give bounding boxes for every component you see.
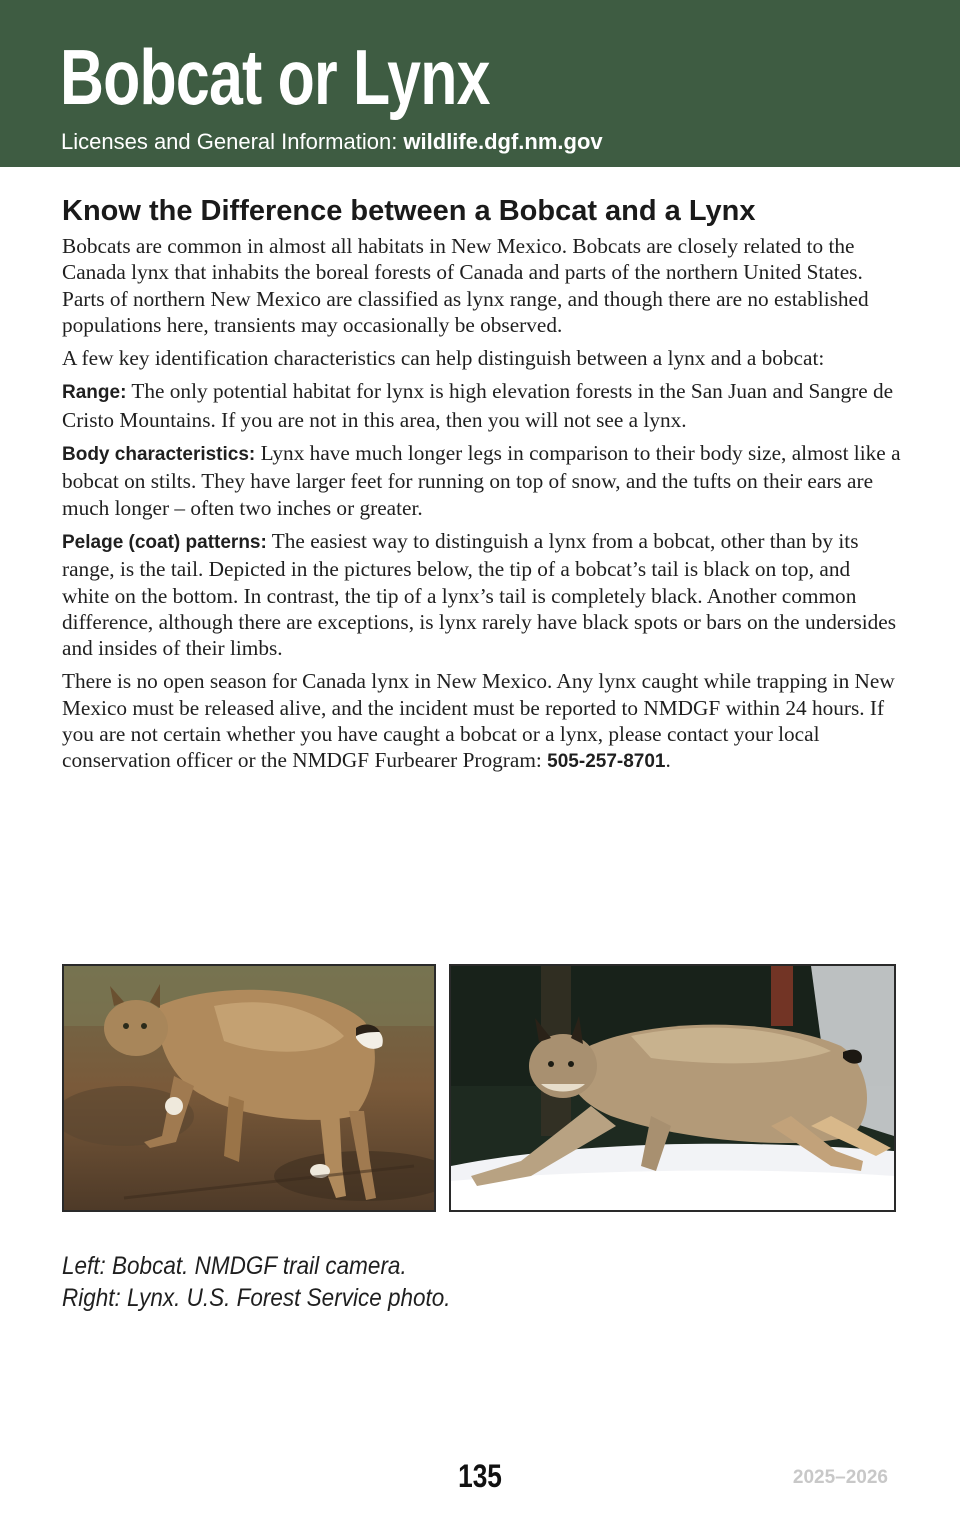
section-heading: Know the Difference between a Bobcat and a Lynx <box>62 195 756 227</box>
subtitle-prefix: Licenses and General Information: <box>61 129 404 154</box>
lynx-illustration <box>451 966 894 1210</box>
body-label: Body characteristics: <box>62 444 256 466</box>
photo-caption <box>62 1250 451 1314</box>
pelage-label: Pelage (coat) patterns: <box>62 531 267 553</box>
bobcat-illustration <box>64 966 434 1210</box>
season-end: . <box>665 748 671 773</box>
body-paragraph <box>62 440 902 521</box>
pelage-paragraph <box>62 528 902 661</box>
range-paragraph <box>62 378 902 433</box>
lynx-photo <box>449 964 896 1212</box>
page-number: 135 <box>458 1458 502 1494</box>
lead-in-paragraph: A few key identification characteristics can help distinguish between a lynx and a bobcat: <box>62 346 825 371</box>
website-link[interactable]: wildlife.dgf.nm.gov <box>403 129 603 154</box>
page-title: Bobcat or Lynx <box>60 33 490 121</box>
caption-right: Right: Lynx. U.S. Forest Service photo. <box>62 1284 451 1312</box>
pelage-text: The easiest way to distinguish a lynx from a bobcat, other than by its range, is the tail. Depicted in the pictures below, the tip of a bobcat’s tail is black on top, and white on the bottom. In contrast, the tip of a lynx’s tail is completely black. Another common difference, although there are exceptions, is lynx rarely have black spots or bars on the undersides and insides of their limbs. <box>62 528 897 661</box>
edition-year: 2025–2026 <box>792 1467 888 1488</box>
page-header <box>0 0 960 167</box>
caption-left: Left: Bobcat. NMDGF trail camera. <box>62 1252 407 1280</box>
phone-number[interactable]: 505-257-8701 <box>547 751 666 773</box>
body-text: Lynx have much longer legs in comparison to their body size, almost like a bobcat on stilts. They have larger feet for running on top of snow, and the tufts on their ears are much longer – often two inches or greater. <box>62 441 901 520</box>
header-subtitle <box>61 128 603 156</box>
main-content <box>62 192 902 783</box>
season-paragraph <box>62 668 902 775</box>
season-text: There is no open season for Canada lynx in New Mexico. Any lynx caught while trapping in New Mexico must be released alive, and the incident must be reported to NMDGF within 24 hours. If you are not certain whether you have caught a bobcat or a lynx, please contact your local conservation officer or the NMDGF Furbearer Program: <box>62 669 895 773</box>
range-label: Range: <box>62 382 127 404</box>
intro-paragraph: Bobcats are common in almost all habitats in New Mexico. Bobcats are closely related to the Canada lynx that inhabits the boreal forests of Canada and parts of the northern United States. Parts of northern New Mexico are classified as lynx range, and though there are no established populations here, transients may occasionally be observed. <box>62 234 869 337</box>
bobcat-photo <box>62 964 436 1212</box>
range-text: The only potential habitat for lynx is high elevation forests in the San Juan and Sangre de Cristo Mountains. If you are not in this area, then you will not see a lynx. <box>62 379 894 432</box>
